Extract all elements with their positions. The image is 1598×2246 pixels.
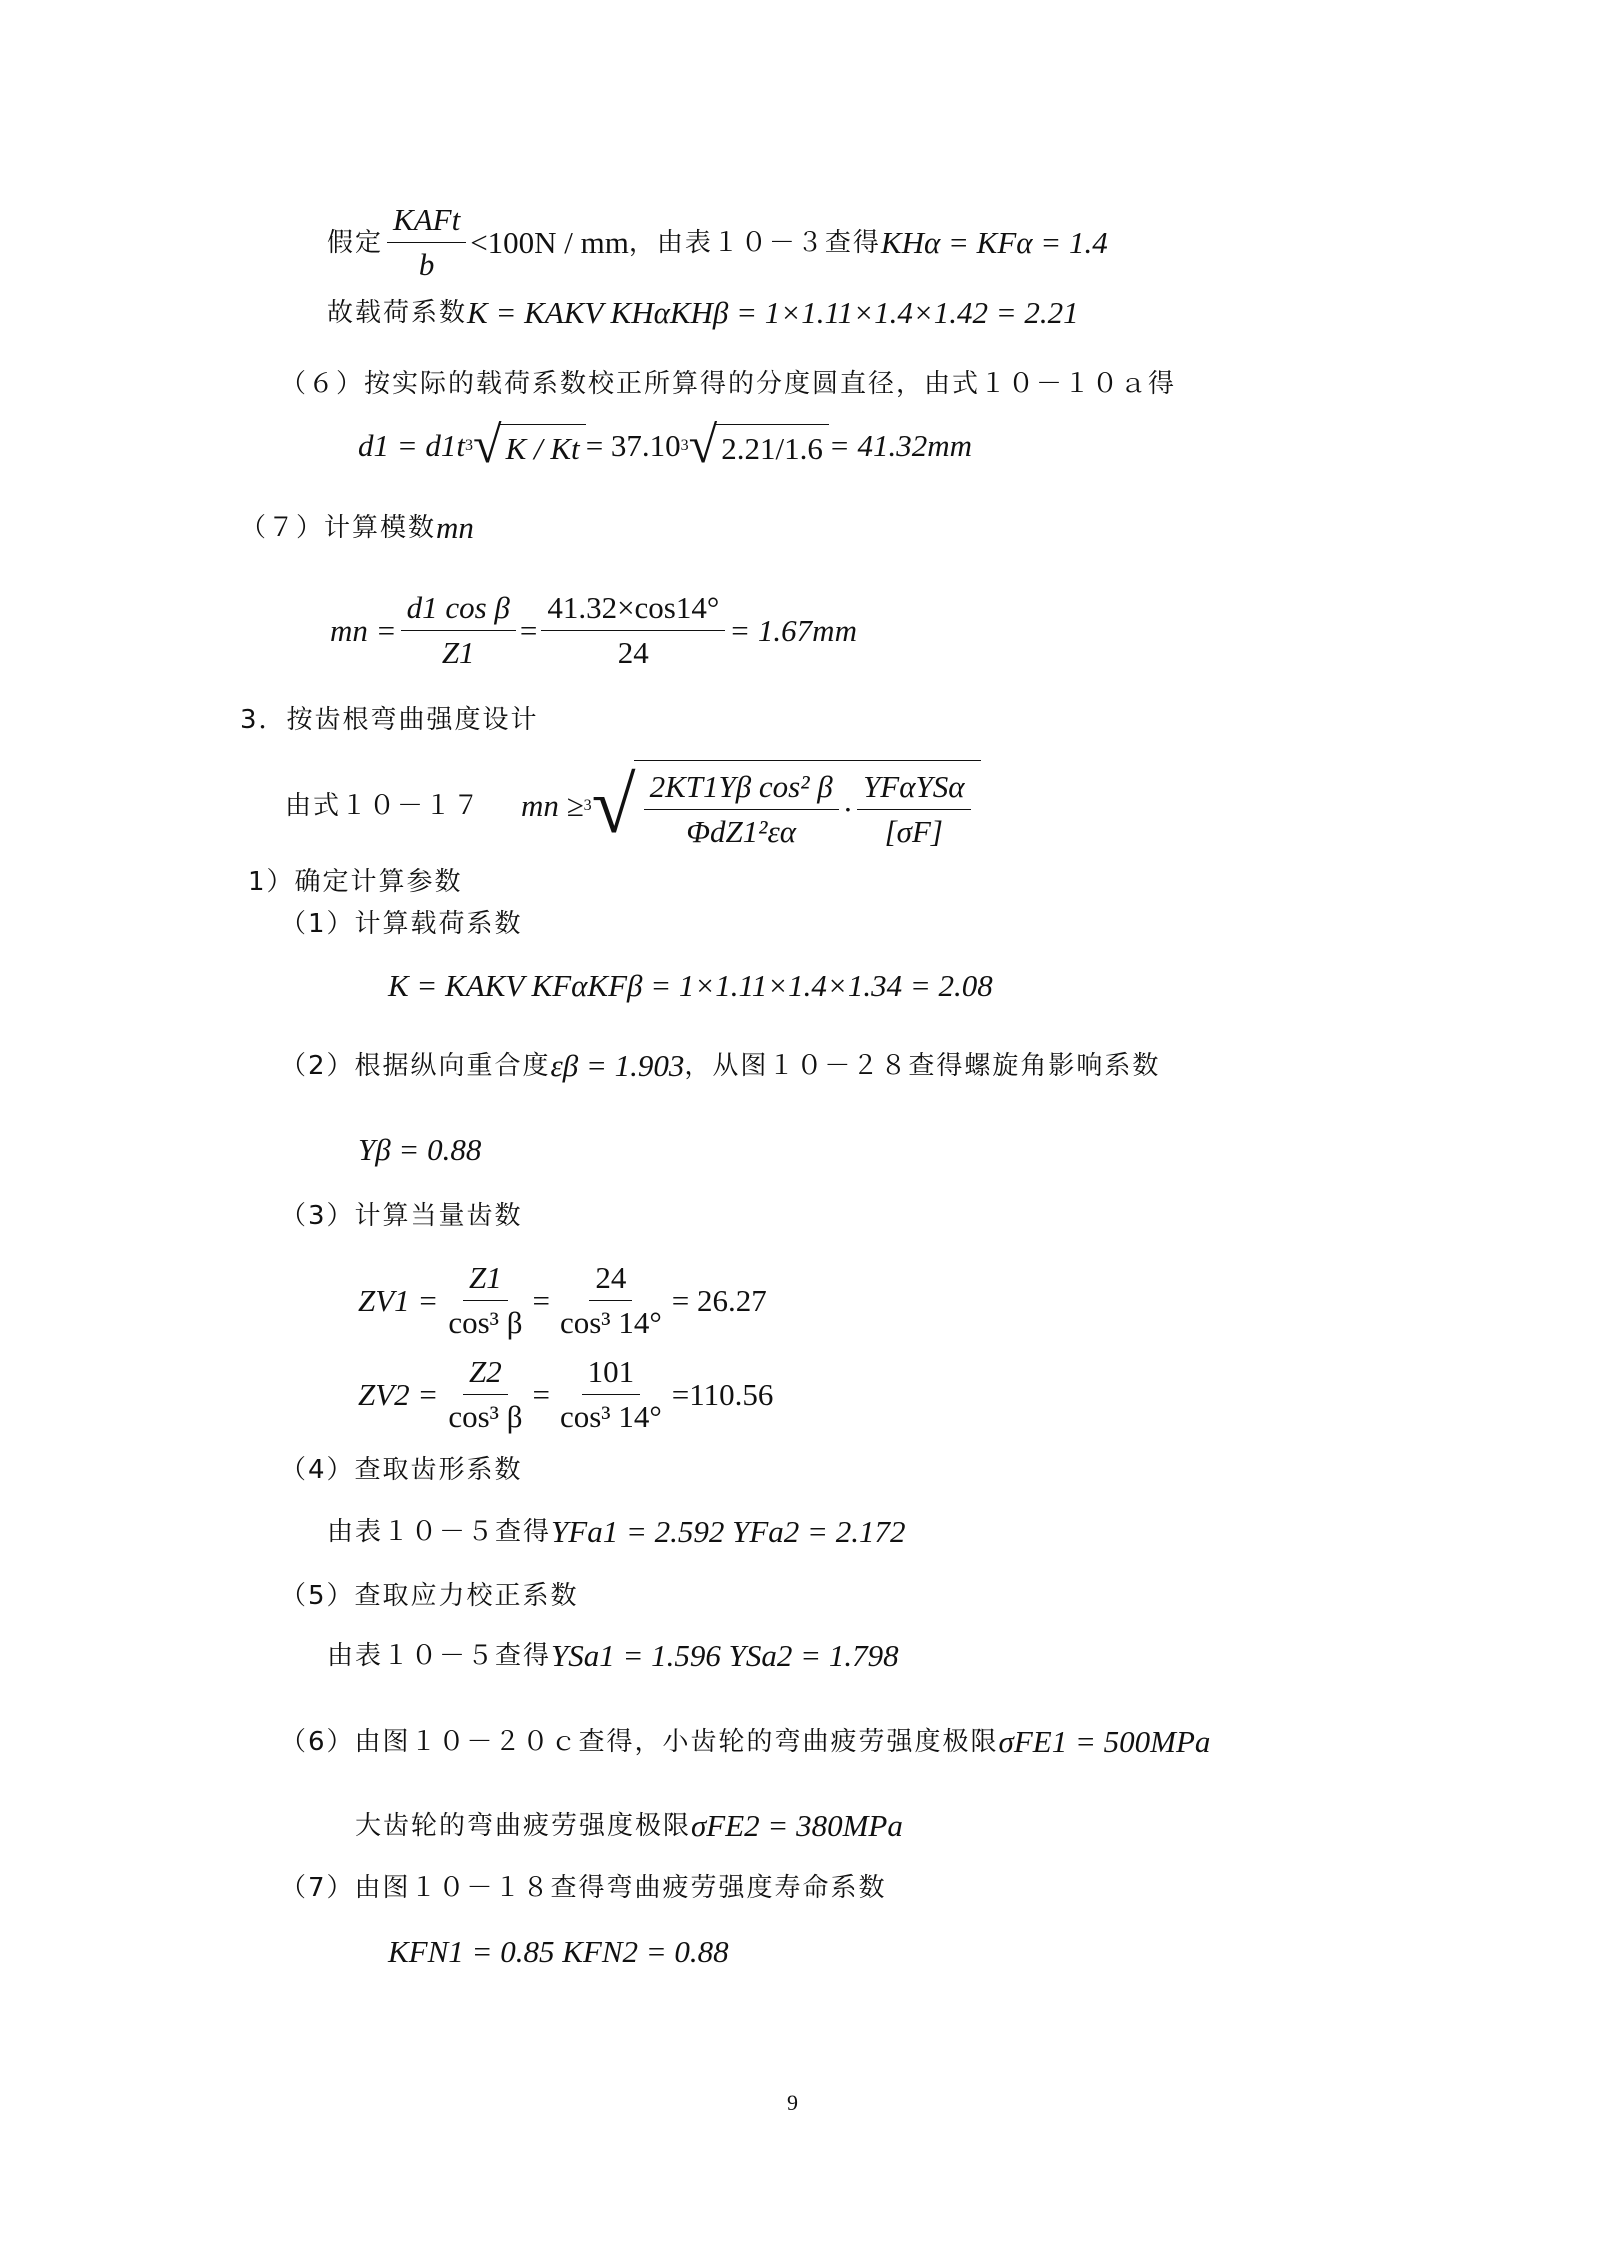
item5-text: （5）查取应力校正系数 (280, 1581, 579, 1611)
step6-heading (280, 364, 1176, 404)
fraction-denominator: Z1 (441, 635, 475, 670)
zv1-fraction-2 (554, 1258, 668, 1343)
zv1-lhs: ZV1 = (358, 1282, 439, 1318)
fraction-denominator: b (418, 247, 435, 282)
item2-text-a: （2）根据纵向重合度 (280, 1051, 551, 1081)
load-factor-line (327, 293, 1079, 333)
item7-text: （7）由图１０－１８查得弯曲疲劳强度寿命系数 (280, 1873, 887, 1903)
item3-heading (280, 1196, 523, 1236)
cube-root-2: 3 √ 2.21/1.6 (681, 420, 829, 472)
load-factor-equation: K = KAKV KHαKHβ = 1×1.11×1.4×1.42 = 2.21 (467, 295, 1079, 330)
subsection-1-text: 1）确定计算参数 (248, 867, 463, 897)
zv2-fraction-2 (554, 1352, 668, 1437)
fraction-denominator: cos³ β (448, 1305, 523, 1340)
bending-fraction-2 (857, 767, 970, 852)
sigma-fe2-equation: σFE2 = 380MPa (691, 1808, 903, 1843)
assume-label: 假定 (327, 227, 384, 258)
fraction-numerator: d1 cos β (401, 588, 516, 631)
item2-heading (280, 1046, 1160, 1086)
fraction-numerator: 41.32×cos14° (541, 588, 725, 631)
item6-text: （6）由图１０－２０ｃ查得，小齿轮的弯曲疲劳强度极限 (280, 1727, 999, 1757)
item2-text-b: ，从图１０－２８查得螺旋角影响系数 (684, 1051, 1161, 1081)
cube-root-3: 3 √ $\frac{\text{2KT1Yβ cos² β}}{\text{ΦdZ1²εα}}$ · $\frac{\text{YFαYSα}}{[\sigma F]}$ (584, 760, 981, 852)
overlap-ratio: εβ = 1.903 (550, 1048, 685, 1083)
table-ref-text: ，由表１０－３查得 (628, 227, 881, 258)
item4-heading (280, 1450, 523, 1490)
life-factor-equation: KFN1 = 0.85 KFN2 = 0.88 (388, 1934, 729, 1969)
radicand-2: 2.21/1.6 (715, 424, 829, 469)
fraction-denominator: 24 (617, 635, 649, 670)
item1-text: （1）计算载荷系数 (280, 909, 523, 939)
large-gear-line (355, 1806, 903, 1846)
fraction-denominator: cos³ 14° (559, 1399, 662, 1434)
fraction-numerator: 24 (589, 1258, 632, 1301)
assumption-line (327, 200, 1108, 285)
step7-text: （７）计算模数 (240, 513, 437, 543)
fraction-denominator: cos³ 14° (559, 1305, 662, 1340)
zv2-lhs: ZV2 = (358, 1376, 439, 1412)
step6-text: （６）按实际的载荷系数校正所算得的分度圆直径，由式１０－１０ａ得 (280, 369, 1177, 399)
modulus-rhs: = 1.67mm (729, 612, 857, 648)
inequality-rhs: <100N / mm (470, 224, 629, 260)
radicand-1: K / Kt (500, 424, 586, 469)
bending-load-equation: K = KAKV KFαKFβ = 1×1.11×1.4×1.34 = 2.08 (388, 968, 993, 1003)
fraction-numerator: 2KT1Yβ cos² β (644, 767, 839, 810)
load-per-width-fraction (387, 200, 466, 285)
modulus-lhs: mn = (330, 612, 397, 648)
equiv-teeth-1: ZV1 = $\frac{Z1}{\text{cos³ β}}$ = $\frac{24}{\text{cos³ 14°}}$ = 26.27 (358, 1258, 767, 1343)
form-factor-equation: YFa1 = 2.592 YFa2 = 2.172 (551, 1514, 906, 1549)
item6-heading (280, 1722, 1210, 1762)
bending-fraction-1 (644, 767, 839, 852)
zv2-fraction-1 (442, 1352, 528, 1437)
subsection-1-heading (248, 862, 463, 902)
fraction-denominator: [σF] (884, 814, 943, 849)
equiv-teeth-2: ZV2 = $\frac{Z2}{\text{cos³ β}}$ = $\frac{101}{\text{cos³ 14°}}$ =110.56 (358, 1352, 773, 1437)
section-3-heading (240, 700, 539, 740)
large-gear-text: 大齿轮的弯曲疲劳强度极限 (355, 1811, 692, 1841)
kh-kf-equation: KHα = KFα = 1.4 (880, 224, 1108, 260)
helix-factor-equation: Yβ = 0.88 (358, 1132, 482, 1167)
form-factor-line (327, 1512, 905, 1552)
item1-heading (280, 904, 523, 944)
fraction-numerator: KAFt (387, 200, 466, 243)
item7-heading (280, 1868, 887, 1908)
bending-design-formula (285, 760, 981, 852)
item5-heading (280, 1576, 579, 1616)
item3-text: （3）计算当量齿数 (280, 1201, 523, 1231)
fraction-denominator: cos³ β (448, 1399, 523, 1434)
fraction-numerator: 101 (582, 1352, 641, 1395)
stress-factor-equation: YSa1 = 1.596 YSa2 = 1.798 (551, 1638, 899, 1673)
stress-factor-line (327, 1636, 899, 1676)
diameter-lhs: d1 = d1t (358, 428, 466, 463)
step7-heading (240, 508, 474, 548)
zv1-rhs: = 26.27 (671, 1282, 767, 1318)
zv2-rhs: =110.56 (671, 1376, 774, 1412)
fraction-numerator: Z2 (463, 1352, 508, 1395)
fraction-denominator: ΦdZ1²εα (686, 814, 796, 849)
diameter-correction-line (358, 417, 973, 474)
life-factor-line (388, 1932, 729, 1972)
section-3-text: 3．按齿根弯曲强度设计 (240, 705, 539, 735)
form-factor-ref: 由表１０－５查得 (327, 1517, 552, 1547)
page-number: 9 (787, 2090, 798, 2115)
modulus-fraction-2 (541, 588, 725, 673)
diameter-mid: = 37.10 (585, 428, 681, 463)
cube-root-1: 3 √ K / Kt (465, 420, 586, 472)
zv1-fraction-1 (442, 1258, 528, 1343)
modulus-symbol: mn (436, 510, 474, 545)
diameter-rhs: = 41.32mm (828, 428, 973, 463)
modulus-fraction-1 (401, 588, 516, 673)
item4-text: （4）查取齿形系数 (280, 1455, 523, 1485)
bending-lhs: mn ≥ (521, 788, 584, 823)
fraction-numerator: YFαYSα (857, 767, 970, 810)
fraction-numerator: Z1 (463, 1258, 508, 1301)
load-factor-label: 故载荷系数 (327, 298, 468, 328)
formula-ref: 由式１０－１７ (285, 791, 482, 821)
helix-factor-line (358, 1130, 481, 1170)
sigma-fe1-equation: σFE1 = 500MPa (998, 1724, 1211, 1759)
modulus-equation: mn = $\frac{\text{d1 cos β}}{Z1}$ = $\frac{41.32\times\cos 14^\circ}{24}$ = 1.67mm (330, 588, 857, 673)
bending-load-factor (388, 966, 993, 1006)
stress-factor-ref: 由表１０－５查得 (327, 1641, 552, 1671)
